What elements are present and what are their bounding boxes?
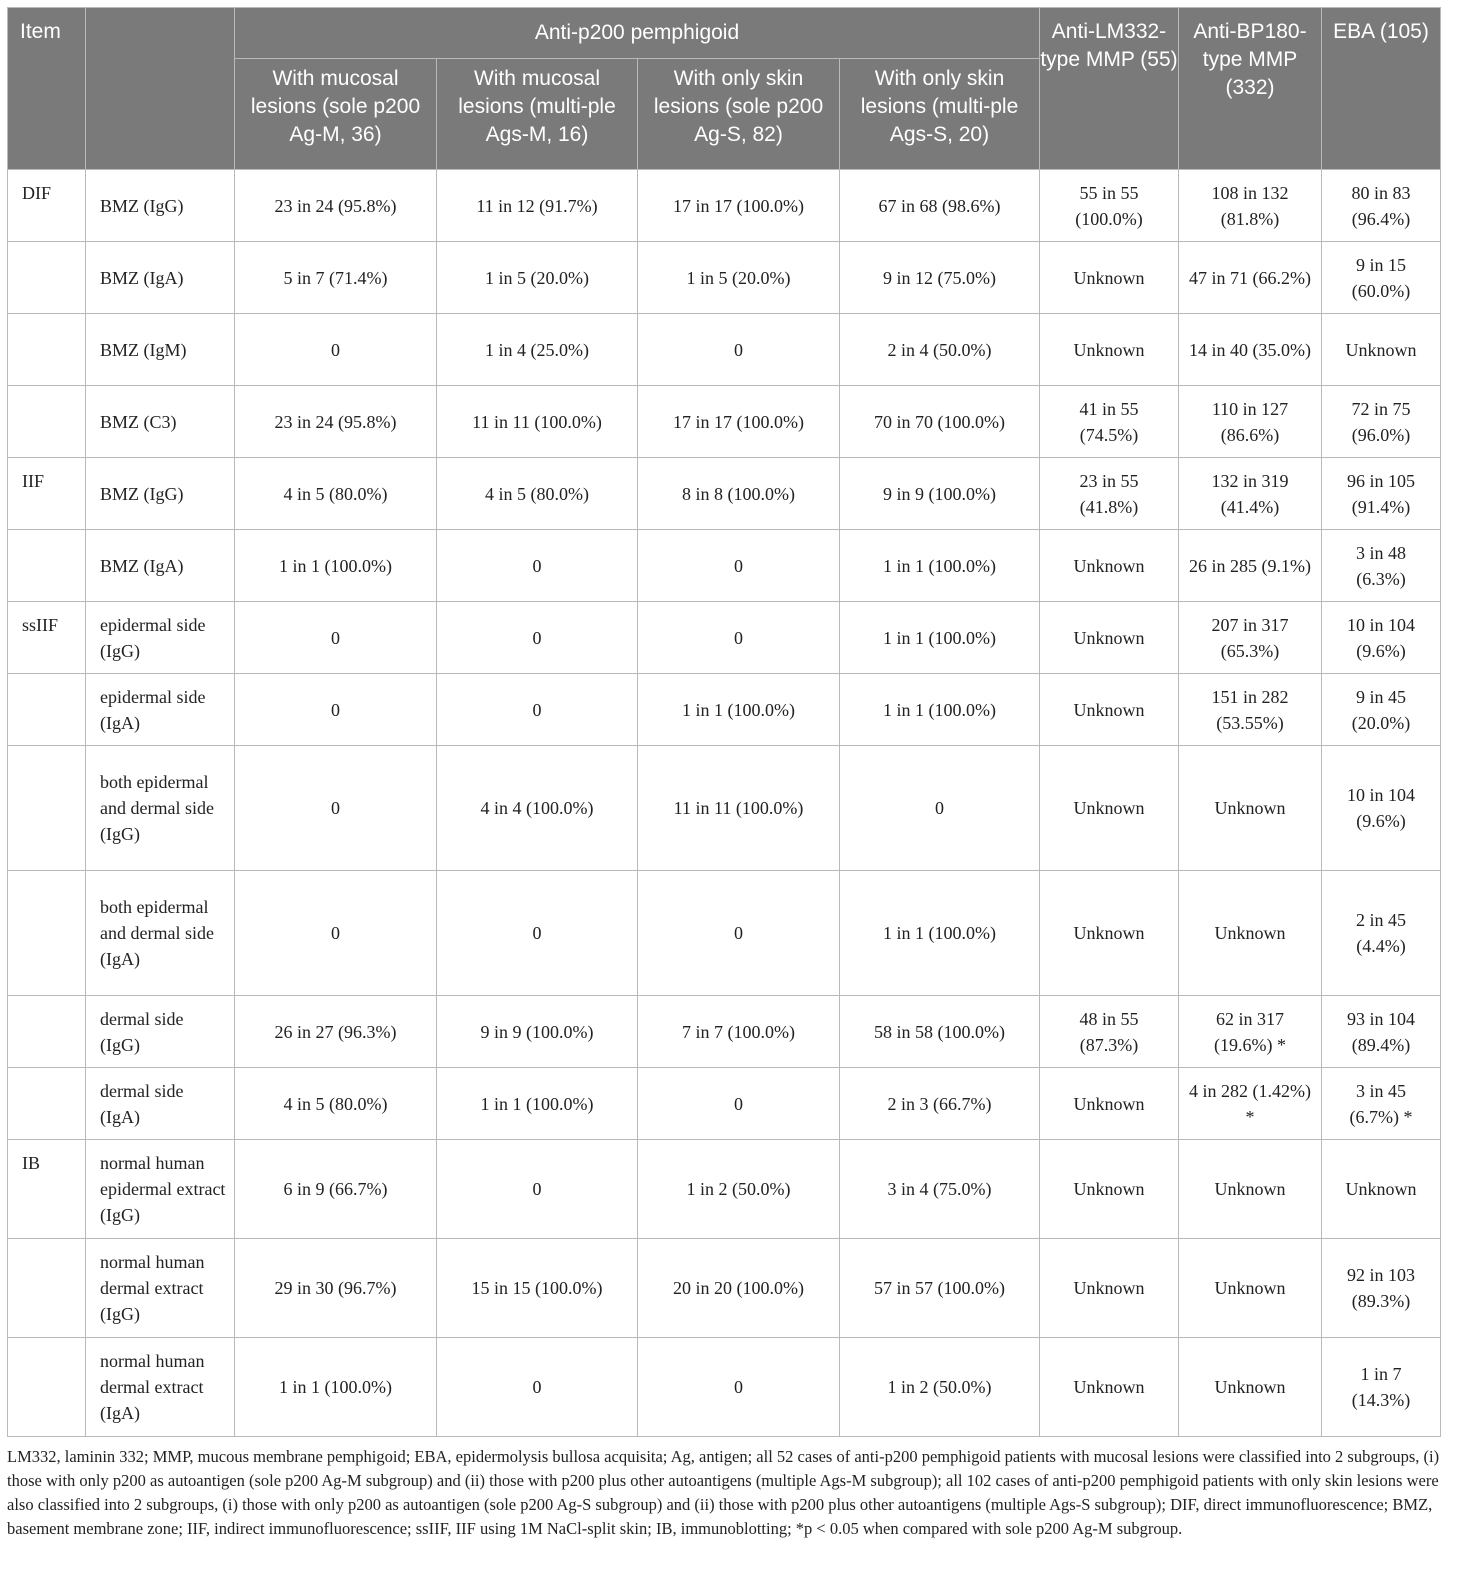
table-cell: 0 — [840, 746, 1040, 871]
row-label: epidermal side (IgG) — [86, 602, 235, 674]
table-cell: 1 in 1 (100.0%) — [840, 530, 1040, 602]
table-cell: 67 in 68 (98.6%) — [840, 170, 1040, 242]
row-label: both epidermal and dermal side (IgA) — [86, 871, 235, 996]
table-row — [8, 1068, 1441, 1140]
table-cell: 0 — [638, 871, 840, 996]
header-group: Anti-p200 pemphigoid — [235, 8, 1040, 59]
table-cell: Unknown — [1040, 746, 1179, 871]
table-cell: 110 in 127 (86.6%) — [1179, 386, 1322, 458]
row-label: both epidermal and dermal side (IgG) — [86, 746, 235, 871]
table-cell: 7 in 7 (100.0%) — [638, 996, 840, 1068]
header-subgroup: With only skin lesions (multi-ple Ags-S, 20) — [840, 59, 1040, 170]
row-category: DIF — [8, 170, 86, 242]
row-label: BMZ (IgA) — [86, 530, 235, 602]
table-cell: 9 in 45 (20.0%) — [1322, 674, 1441, 746]
table-cell: Unknown — [1040, 1068, 1179, 1140]
table-cell: 26 in 27 (96.3%) — [235, 996, 437, 1068]
table-cell: 6 in 9 (66.7%) — [235, 1140, 437, 1239]
row-category — [8, 871, 86, 996]
table-cell: 132 in 319 (41.4%) — [1179, 458, 1322, 530]
table-cell: 10 in 104 (9.6%) — [1322, 602, 1441, 674]
table-row — [8, 242, 1441, 314]
row-label: epidermal side (IgA) — [86, 674, 235, 746]
table-cell: 1 in 1 (100.0%) — [235, 530, 437, 602]
table-cell: 23 in 24 (95.8%) — [235, 386, 437, 458]
table-cell: 15 in 15 (100.0%) — [437, 1239, 638, 1338]
table-cell: 20 in 20 (100.0%) — [638, 1239, 840, 1338]
header-subgroup: With mucosal lesions (multi-ple Ags-M, 16) — [437, 59, 638, 170]
table-figure — [7, 7, 1440, 1541]
row-label: normal human dermal extract (IgA) — [86, 1338, 235, 1437]
row-category — [8, 530, 86, 602]
table-cell: 23 in 55 (41.8%) — [1040, 458, 1179, 530]
table-row — [8, 1338, 1441, 1437]
table-cell: Unknown — [1179, 1338, 1322, 1437]
table-cell: 14 in 40 (35.0%) — [1179, 314, 1322, 386]
row-label: BMZ (IgG) — [86, 458, 235, 530]
table-cell: Unknown — [1179, 1140, 1322, 1239]
table-body — [8, 170, 1441, 1437]
table-cell: 80 in 83 (96.4%) — [1322, 170, 1441, 242]
table-cell: 96 in 105 (91.4%) — [1322, 458, 1441, 530]
row-category: IB — [8, 1140, 86, 1239]
table-row — [8, 170, 1441, 242]
table-cell: Unknown — [1040, 314, 1179, 386]
header-eba: EBA (105) — [1322, 8, 1441, 170]
table-cell: 3 in 45 (6.7%) * — [1322, 1068, 1441, 1140]
table-cell: 0 — [437, 674, 638, 746]
table-cell: Unknown — [1179, 746, 1322, 871]
table-cell: 1 in 1 (100.0%) — [840, 674, 1040, 746]
table-cell: Unknown — [1179, 871, 1322, 996]
table-footnote: LM332, laminin 332; MMP, mucous membrane pemphigoid; EBA, epidermolysis bullosa acquisita; Ag, antigen; all 52 cases of anti-p200 pemphigoid patients with mucosal lesions were classified into 2 subgroups, (i) those with only p200 as autoantigen (sole p200 Ag-M subgroup) and (ii) those with p200 plus other autoantigens (multiple Ags-M subgroup); all 102 cases of anti-p200 pemphigoid patients with only skin lesions were also classified into 2 subgroups, (i) those with only p200 as autoantigen (sole p200 Ag-S subgroup) and (ii) those with p200 plus other autoantigens (multiple Ags-S subgroup); DIF, direct immunofluorescence; BMZ, basement membrane zone; IIF, indirect immunofluorescence; ssIIF, IIF using 1M NaCl-split skin; IB, immunoblotting; *p < 0.05 when compared with sole p200 Ag-M subgroup. — [7, 1447, 1440, 1538]
table-row — [8, 458, 1441, 530]
table-cell: 26 in 285 (9.1%) — [1179, 530, 1322, 602]
table-cell: 10 in 104 (9.6%) — [1322, 746, 1441, 871]
table-cell: 8 in 8 (100.0%) — [638, 458, 840, 530]
table-cell: 1 in 4 (25.0%) — [437, 314, 638, 386]
table-cell: 57 in 57 (100.0%) — [840, 1239, 1040, 1338]
table-cell: 0 — [437, 871, 638, 996]
table-cell: Unknown — [1040, 242, 1179, 314]
row-category — [8, 996, 86, 1068]
table-cell: 0 — [638, 1068, 840, 1140]
row-category — [8, 1239, 86, 1338]
table-cell: 0 — [235, 314, 437, 386]
table-cell: Unknown — [1179, 1239, 1322, 1338]
table-cell: 2 in 45 (4.4%) — [1322, 871, 1441, 996]
table-cell: 4 in 5 (80.0%) — [235, 1068, 437, 1140]
table-row — [8, 996, 1441, 1068]
table-cell: 1 in 2 (50.0%) — [840, 1338, 1040, 1437]
table-cell: 3 in 4 (75.0%) — [840, 1140, 1040, 1239]
row-label: normal human dermal extract (IgG) — [86, 1239, 235, 1338]
table-cell: 23 in 24 (95.8%) — [235, 170, 437, 242]
table-cell: 207 in 317 (65.3%) — [1179, 602, 1322, 674]
table-cell: 9 in 9 (100.0%) — [437, 996, 638, 1068]
header-item: Item — [8, 8, 86, 170]
table-cell: 1 in 5 (20.0%) — [437, 242, 638, 314]
table-cell: 17 in 17 (100.0%) — [638, 170, 840, 242]
row-label: dermal side (IgA) — [86, 1068, 235, 1140]
table-cell: 70 in 70 (100.0%) — [840, 386, 1040, 458]
table-cell: 9 in 12 (75.0%) — [840, 242, 1040, 314]
table-row — [8, 530, 1441, 602]
table-cell: 108 in 132 (81.8%) — [1179, 170, 1322, 242]
header-lm332: Anti-LM332-type MMP (55) — [1040, 8, 1179, 170]
table-cell: Unknown — [1322, 314, 1441, 386]
table-cell: 9 in 15 (60.0%) — [1322, 242, 1441, 314]
row-label: BMZ (IgG) — [86, 170, 235, 242]
table-cell: 5 in 7 (71.4%) — [235, 242, 437, 314]
table-row — [8, 602, 1441, 674]
table-cell: 0 — [638, 530, 840, 602]
table-cell: 0 — [638, 314, 840, 386]
table-cell: 1 in 1 (100.0%) — [840, 871, 1040, 996]
table-cell: Unknown — [1322, 1140, 1441, 1239]
table-cell: Unknown — [1040, 871, 1179, 996]
table-cell: Unknown — [1040, 674, 1179, 746]
row-category — [8, 1068, 86, 1140]
table-cell: 1 in 5 (20.0%) — [638, 242, 840, 314]
table-cell: 4 in 5 (80.0%) — [437, 458, 638, 530]
table-cell: 41 in 55 (74.5%) — [1040, 386, 1179, 458]
table-cell: 92 in 103 (89.3%) — [1322, 1239, 1441, 1338]
table-cell: 48 in 55 (87.3%) — [1040, 996, 1179, 1068]
table-cell: 72 in 75 (96.0%) — [1322, 386, 1441, 458]
row-category — [8, 746, 86, 871]
table-cell: 0 — [235, 602, 437, 674]
table-cell: 151 in 282 (53.55%) — [1179, 674, 1322, 746]
table-cell: 11 in 11 (100.0%) — [437, 386, 638, 458]
table-cell: 4 in 282 (1.42%) * — [1179, 1068, 1322, 1140]
table-cell: 2 in 3 (66.7%) — [840, 1068, 1040, 1140]
table-row — [8, 314, 1441, 386]
table-cell: 1 in 1 (100.0%) — [437, 1068, 638, 1140]
table-cell: 47 in 71 (66.2%) — [1179, 242, 1322, 314]
row-category — [8, 386, 86, 458]
row-label: BMZ (IgA) — [86, 242, 235, 314]
table-cell: Unknown — [1040, 530, 1179, 602]
table-cell: 0 — [235, 674, 437, 746]
table-cell: 3 in 48 (6.3%) — [1322, 530, 1441, 602]
table-cell: 0 — [638, 1338, 840, 1437]
row-category: ssIIF — [8, 602, 86, 674]
header-bp180: Anti-BP180-type MMP (332) — [1179, 8, 1322, 170]
row-label: dermal side (IgG) — [86, 996, 235, 1068]
table-cell: 93 in 104 (89.4%) — [1322, 996, 1441, 1068]
table-cell: 1 in 1 (100.0%) — [840, 602, 1040, 674]
table-cell: 0 — [437, 1140, 638, 1239]
table-cell: 0 — [437, 1338, 638, 1437]
table-cell: 9 in 9 (100.0%) — [840, 458, 1040, 530]
table-cell: 1 in 7 (14.3%) — [1322, 1338, 1441, 1437]
header-subgroup: With only skin lesions (sole p200 Ag-S, 82) — [638, 59, 840, 170]
table-cell: 1 in 1 (100.0%) — [638, 674, 840, 746]
table-row — [8, 1239, 1441, 1338]
table-row — [8, 386, 1441, 458]
header-blank — [86, 8, 235, 170]
table-cell: 2 in 4 (50.0%) — [840, 314, 1040, 386]
table-row — [8, 1140, 1441, 1239]
results-table — [7, 7, 1441, 1437]
table-cell: 0 — [437, 530, 638, 602]
table-row — [8, 674, 1441, 746]
row-category: IIF — [8, 458, 86, 530]
table-cell: 1 in 1 (100.0%) — [235, 1338, 437, 1437]
table-cell: 11 in 11 (100.0%) — [638, 746, 840, 871]
table-cell: 11 in 12 (91.7%) — [437, 170, 638, 242]
table-cell: 4 in 4 (100.0%) — [437, 746, 638, 871]
table-cell: 0 — [437, 602, 638, 674]
table-cell: Unknown — [1040, 1338, 1179, 1437]
table-cell: 4 in 5 (80.0%) — [235, 458, 437, 530]
table-cell: Unknown — [1040, 602, 1179, 674]
row-category — [8, 1338, 86, 1437]
table-cell: 55 in 55 (100.0%) — [1040, 170, 1179, 242]
table-cell: 58 in 58 (100.0%) — [840, 996, 1040, 1068]
table-cell: Unknown — [1040, 1140, 1179, 1239]
table-row — [8, 871, 1441, 996]
row-label: BMZ (C3) — [86, 386, 235, 458]
table-cell: 29 in 30 (96.7%) — [235, 1239, 437, 1338]
table-cell: 62 in 317 (19.6%) * — [1179, 996, 1322, 1068]
table-cell: 0 — [235, 871, 437, 996]
row-label: BMZ (IgM) — [86, 314, 235, 386]
table-cell: Unknown — [1040, 1239, 1179, 1338]
table-cell: 17 in 17 (100.0%) — [638, 386, 840, 458]
row-category — [8, 242, 86, 314]
row-category — [8, 674, 86, 746]
header-subgroup: With mucosal lesions (sole p200 Ag-M, 36) — [235, 59, 437, 170]
table-row — [8, 746, 1441, 871]
table-cell: 0 — [638, 602, 840, 674]
row-label: normal human epidermal extract (IgG) — [86, 1140, 235, 1239]
row-category — [8, 314, 86, 386]
table-cell: 1 in 2 (50.0%) — [638, 1140, 840, 1239]
table-cell: 0 — [235, 746, 437, 871]
